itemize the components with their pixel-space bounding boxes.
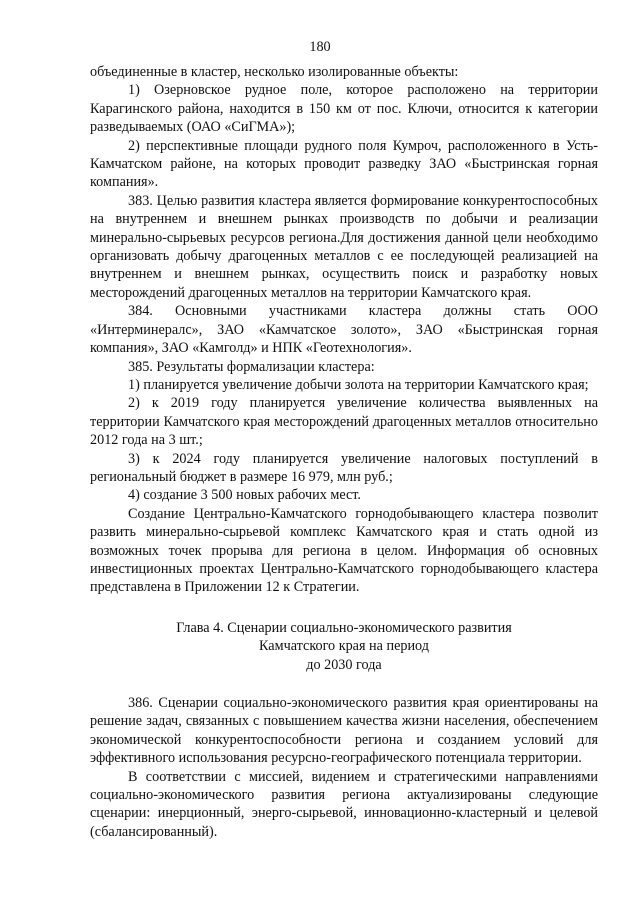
- page-number: 180: [309, 39, 331, 55]
- chapter-heading-line-3: до 2030 года: [306, 656, 382, 673]
- paragraphs-bottom: [90, 694, 598, 841]
- paragraph: Создание Центрально-Камчатского горнодобывающего кластера позволит развить минерально-сырьевой комплекс Камчатского края и стать одной из возможных точек прорыва для региона в целом. Информация об основных инвестиционных проектах Центрально-Камчатского горнодобывающего кластера представлена в Приложении 12 к Стратегии.: [90, 505, 598, 596]
- paragraph: 1) Озерновское рудное поле, которое расположено на территории Карагинского района, находится в 150 км от пос. Ключи, относится к категории разведываемых (ОАО «СиГМА»);: [90, 82, 598, 136]
- paragraph: 386. Сценарии социально-экономического развития края ориентированы на решение задач, связанных с повышением качества жизни населения, обеспечением экономической конкурентоспособности региона и созданием условий для эффективного использования ресурсно-географического потенциала территории.: [90, 695, 598, 767]
- paragraph: 2) перспективные площади рудного поля Кумроч, расположенного в Усть-Камчатском районе, на которых проводит разведку ЗАО «Быстринская горная компания».: [90, 137, 598, 191]
- paragraph: 3) к 2024 году планируется увеличение налоговых поступлений в региональный бюджет в размере 16 979, млн руб.;: [90, 450, 598, 485]
- chapter-heading-line-2: Камчатского края на период: [259, 638, 429, 655]
- paragraph: 4) создание 3 500 новых рабочих мест.: [128, 487, 361, 504]
- chapter-heading: [90, 619, 598, 674]
- paragraph: 385. Результаты формализации кластера:: [128, 358, 375, 375]
- paragraph: 1) планируется увеличение добычи золота на территории Камчатского края;: [128, 376, 589, 393]
- paragraph: 2) к 2019 году планируется увеличение количества выявленных на территории Камчатского края месторождений драгоценных металлов относительно 2012 года на 3 шт.;: [90, 395, 598, 449]
- paragraphs-top: [90, 63, 598, 597]
- paragraph: В соответствии с миссией, видением и стратегическими направлениями социально-экономического развития региона актуализированы следующие сценарии: инерционный, энерго-сырьевой, инновационно-кластерный и целевой (сбалансированный).: [90, 768, 598, 840]
- chapter-heading-line-1: Глава 4. Сценарии социально-экономического развития: [176, 619, 512, 636]
- paragraph: 383. Целью развития кластера является формирование конкурентоспособных на внутреннем и внешнем рынках производств по добычи и реализации минерально-сырьевых ресурсов региона.Для достижения данной цели необходимо организовать добычу драгоценных металлов с ее последующей реализацией на внутреннем и внешнем рынках, осуществить поиск и разработку новых месторождений драгоценных металлов на территории Камчатского края.: [90, 192, 598, 301]
- page-body: [90, 63, 598, 841]
- paragraph: 384. Основными участниками кластера должны стать ООО «Интерминералс», ЗАО «Камчатское золото», ЗАО «Быстринская горная компания», ЗАО «Камголд» и НПК «Геотехнология».: [90, 303, 598, 357]
- paragraph: объединенные в кластер, несколько изолированные объекты:: [90, 64, 459, 80]
